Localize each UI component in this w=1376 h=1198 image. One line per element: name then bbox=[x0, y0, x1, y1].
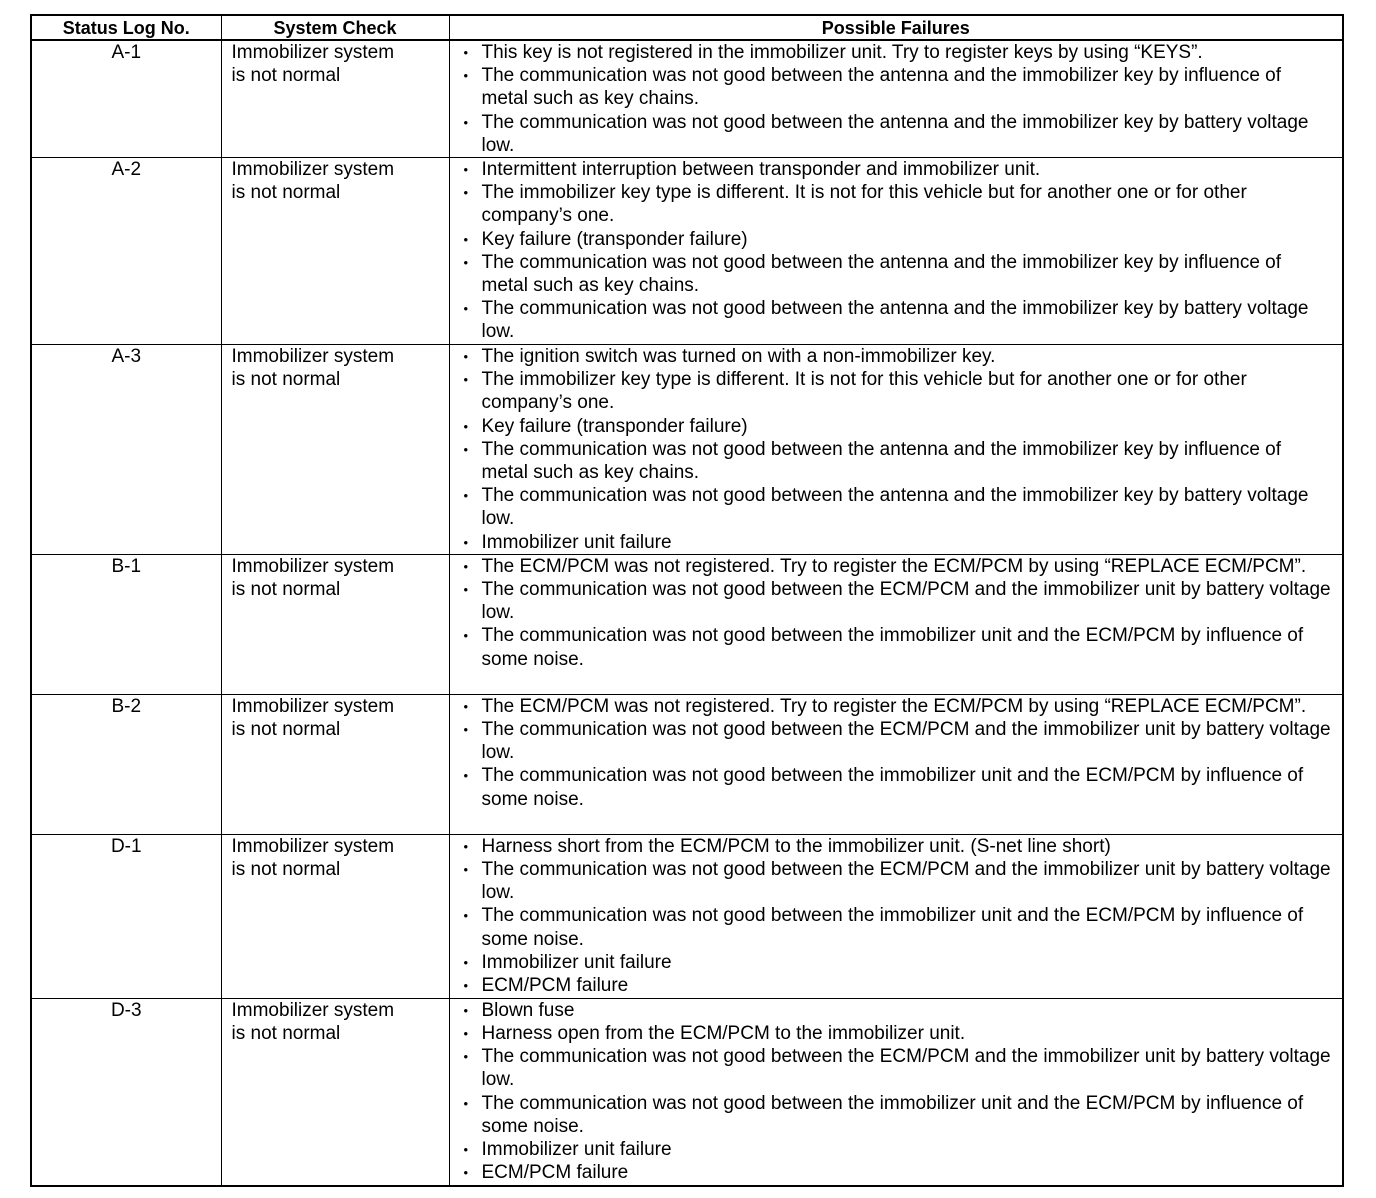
possible-failures-cell bbox=[449, 998, 1343, 1186]
table-row bbox=[31, 158, 1343, 345]
failure-item: • The communication was not good between the ECM/PCM and the immobilizer unit by battery voltage low. bbox=[464, 858, 1333, 904]
failure-item: • The communication was not good between the antenna and the immobilizer key by battery voltage low. bbox=[464, 111, 1333, 157]
table-row bbox=[31, 554, 1343, 694]
status-log-no-cell: D-1 bbox=[31, 834, 221, 998]
possible-failures-cell bbox=[449, 834, 1343, 998]
status-log-no-cell: B-1 bbox=[31, 554, 221, 694]
failure-item: • The immobilizer key type is different. It is not for this vehicle but for another one or for other company’s one. bbox=[464, 368, 1333, 414]
failure-list bbox=[464, 695, 1333, 811]
failure-item: • This key is not registered in the immobilizer unit. Try to register keys by using “KEYS”. bbox=[464, 41, 1333, 64]
failure-item: • The communication was not good between the ECM/PCM and the immobilizer unit by battery voltage low. bbox=[464, 578, 1333, 624]
failure-list bbox=[464, 999, 1333, 1185]
failure-item: • The communication was not good between the immobilizer unit and the ECM/PCM by influence of some noise. bbox=[464, 904, 1333, 950]
system-check-line: is not normal bbox=[231, 579, 341, 601]
failure-item: • The communication was not good between the antenna and the immobilizer key by battery voltage low. bbox=[464, 484, 1333, 530]
status-log-sheet bbox=[30, 14, 1342, 1182]
failure-item: • ECM/PCM failure bbox=[464, 974, 1333, 997]
failure-item: • The communication was not good between the antenna and the immobilizer key by influence of metal such as key chains. bbox=[464, 251, 1333, 297]
header-system-check: System Check bbox=[221, 15, 449, 40]
failure-item: • Immobilizer unit failure bbox=[464, 531, 1333, 554]
table-row bbox=[31, 834, 1343, 998]
possible-failures-cell bbox=[449, 694, 1343, 834]
status-log-no-cell: B-2 bbox=[31, 694, 221, 834]
failure-item: • Intermittent interruption between transponder and immobilizer unit. bbox=[464, 158, 1333, 181]
system-check-line: is not normal bbox=[231, 65, 341, 87]
failure-item: • The communication was not good between the antenna and the immobilizer key by influence of metal such as key chains. bbox=[464, 438, 1333, 484]
system-check-line: Immobilizer system bbox=[231, 695, 395, 717]
system-check-line: Immobilizer system bbox=[231, 159, 395, 181]
status-log-no-cell: A-2 bbox=[31, 158, 221, 345]
system-check-cell bbox=[221, 694, 449, 834]
failure-item: • Key failure (transponder failure) bbox=[464, 228, 1333, 251]
system-check-line: Immobilizer system bbox=[231, 555, 395, 577]
system-check-cell bbox=[221, 554, 449, 694]
failure-item: • ECM/PCM failure bbox=[464, 1161, 1333, 1184]
system-check-line: is not normal bbox=[231, 182, 341, 204]
header-possible-failures: Possible Failures bbox=[449, 15, 1343, 40]
system-check-line: Immobilizer system bbox=[231, 999, 395, 1021]
failure-item: • The communication was not good between the immobilizer unit and the ECM/PCM by influence of some noise. bbox=[464, 1092, 1333, 1138]
system-check-line: Immobilizer system bbox=[231, 835, 395, 857]
failure-item: • The communication was not good between the immobilizer unit and the ECM/PCM by influence of some noise. bbox=[464, 764, 1333, 810]
failure-item: • The communication was not good between the antenna and the immobilizer key by influence of metal such as key chains. bbox=[464, 64, 1333, 110]
failure-item: • Harness short from the ECM/PCM to the immobilizer unit. (S-net line short) bbox=[464, 835, 1333, 858]
failure-list bbox=[464, 158, 1333, 344]
system-check-line: is not normal bbox=[231, 859, 341, 881]
possible-failures-cell bbox=[449, 345, 1343, 555]
system-check-line: Immobilizer system bbox=[231, 346, 395, 368]
table-row bbox=[31, 345, 1343, 555]
system-check-line: is not normal bbox=[231, 1023, 341, 1045]
system-check-cell bbox=[221, 834, 449, 998]
failure-item: • The ECM/PCM was not registered. Try to register the ECM/PCM by using “REPLACE ECM/PCM”. bbox=[464, 695, 1333, 718]
table-body bbox=[31, 40, 1343, 1186]
failure-item: • The ECM/PCM was not registered. Try to register the ECM/PCM by using “REPLACE ECM/PCM”. bbox=[464, 555, 1333, 578]
failure-item: • Blown fuse bbox=[464, 999, 1333, 1022]
table-row bbox=[31, 694, 1343, 834]
system-check-cell bbox=[221, 345, 449, 555]
system-check-cell bbox=[221, 40, 449, 158]
failure-list bbox=[464, 345, 1333, 554]
failure-item: • The communication was not good between the ECM/PCM and the immobilizer unit by battery voltage low. bbox=[464, 718, 1333, 764]
possible-failures-cell bbox=[449, 158, 1343, 345]
failure-list bbox=[464, 41, 1333, 157]
failure-item: • The ignition switch was turned on with a non-immobilizer key. bbox=[464, 345, 1333, 368]
failure-item: • Immobilizer unit failure bbox=[464, 1138, 1333, 1161]
failure-list bbox=[464, 835, 1333, 997]
possible-failures-cell bbox=[449, 554, 1343, 694]
table-row bbox=[31, 40, 1343, 158]
header-status-log-no: Status Log No. bbox=[31, 15, 221, 40]
failure-item: • The immobilizer key type is different. It is not for this vehicle but for another one or for other company’s one. bbox=[464, 181, 1333, 227]
table-header-row bbox=[31, 15, 1343, 40]
possible-failures-cell bbox=[449, 40, 1343, 158]
failure-item: • Harness open from the ECM/PCM to the immobilizer unit. bbox=[464, 1022, 1333, 1045]
system-check-line: Immobilizer system bbox=[231, 42, 395, 63]
system-check-line: is not normal bbox=[231, 719, 341, 741]
failure-list bbox=[464, 555, 1333, 671]
failure-item: • The communication was not good between the immobilizer unit and the ECM/PCM by influence of some noise. bbox=[464, 624, 1333, 670]
failure-item: • The communication was not good between the ECM/PCM and the immobilizer unit by battery voltage low. bbox=[464, 1045, 1333, 1091]
system-check-line: is not normal bbox=[231, 369, 341, 391]
status-log-no-cell: A-3 bbox=[31, 345, 221, 555]
system-check-cell bbox=[221, 998, 449, 1186]
table-row bbox=[31, 998, 1343, 1186]
failure-item: • The communication was not good between the antenna and the immobilizer key by battery voltage low. bbox=[464, 297, 1333, 343]
failure-item: • Key failure (transponder failure) bbox=[464, 415, 1333, 438]
system-check-cell bbox=[221, 158, 449, 345]
status-log-table bbox=[30, 14, 1344, 1187]
failure-item: • Immobilizer unit failure bbox=[464, 951, 1333, 974]
status-log-no-cell: D-3 bbox=[31, 998, 221, 1186]
status-log-no-cell: A-1 bbox=[31, 40, 221, 158]
